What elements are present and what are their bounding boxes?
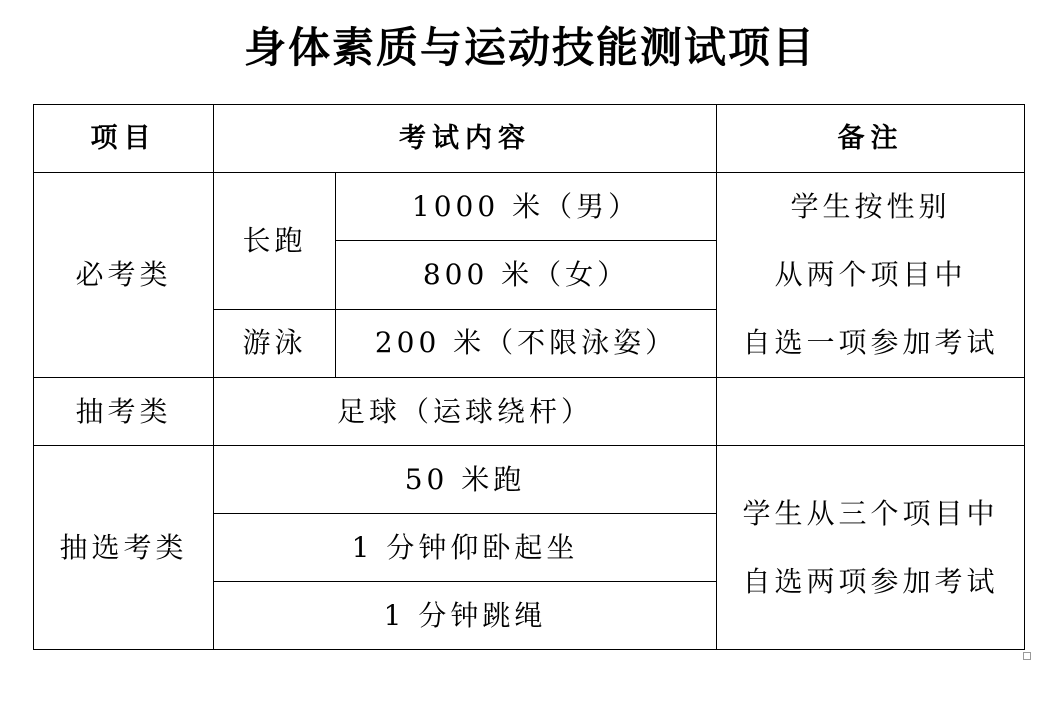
subcategory-run: 长跑 <box>214 173 336 310</box>
note-line: 学生从三个项目中 <box>742 496 999 530</box>
header-content: 考试内容 <box>214 105 717 173</box>
table-end-mark <box>1023 652 1031 660</box>
test-items-table <box>33 104 1025 650</box>
category-drawn: 抽考类 <box>34 378 214 446</box>
note-line: 学生按性别 <box>790 190 951 223</box>
header-item: 项目 <box>34 105 214 173</box>
page-title: 身体素质与运动技能测试项目 <box>243 23 816 72</box>
note-drawn-choice <box>717 446 1025 650</box>
note-line: 自选两项参加考试 <box>742 564 999 598</box>
item-50m-run: 50 米跑 <box>214 446 717 514</box>
header-note: 备注 <box>717 105 1025 173</box>
item-jump-rope: 1 分钟跳绳 <box>214 582 717 650</box>
note-line: 自选一项参加考试 <box>742 326 999 359</box>
item-swim: 200 米（不限泳姿） <box>336 309 717 377</box>
item-run-female: 800 米（女） <box>336 241 717 309</box>
table-row <box>34 173 1025 241</box>
note-line: 从两个项目中 <box>774 258 967 291</box>
category-drawn-choice: 抽选考类 <box>34 446 214 650</box>
item-situps: 1 分钟仰卧起坐 <box>214 514 717 582</box>
category-required: 必考类 <box>34 173 214 378</box>
note-required <box>717 173 1025 378</box>
table-row <box>34 446 1025 514</box>
table-header-row <box>34 105 1025 173</box>
item-football: 足球（运球绕杆） <box>214 378 717 446</box>
table-row <box>34 378 1025 446</box>
item-run-male: 1000 米（男） <box>336 173 717 241</box>
subcategory-swim: 游泳 <box>214 309 336 377</box>
note-drawn <box>717 378 1025 446</box>
